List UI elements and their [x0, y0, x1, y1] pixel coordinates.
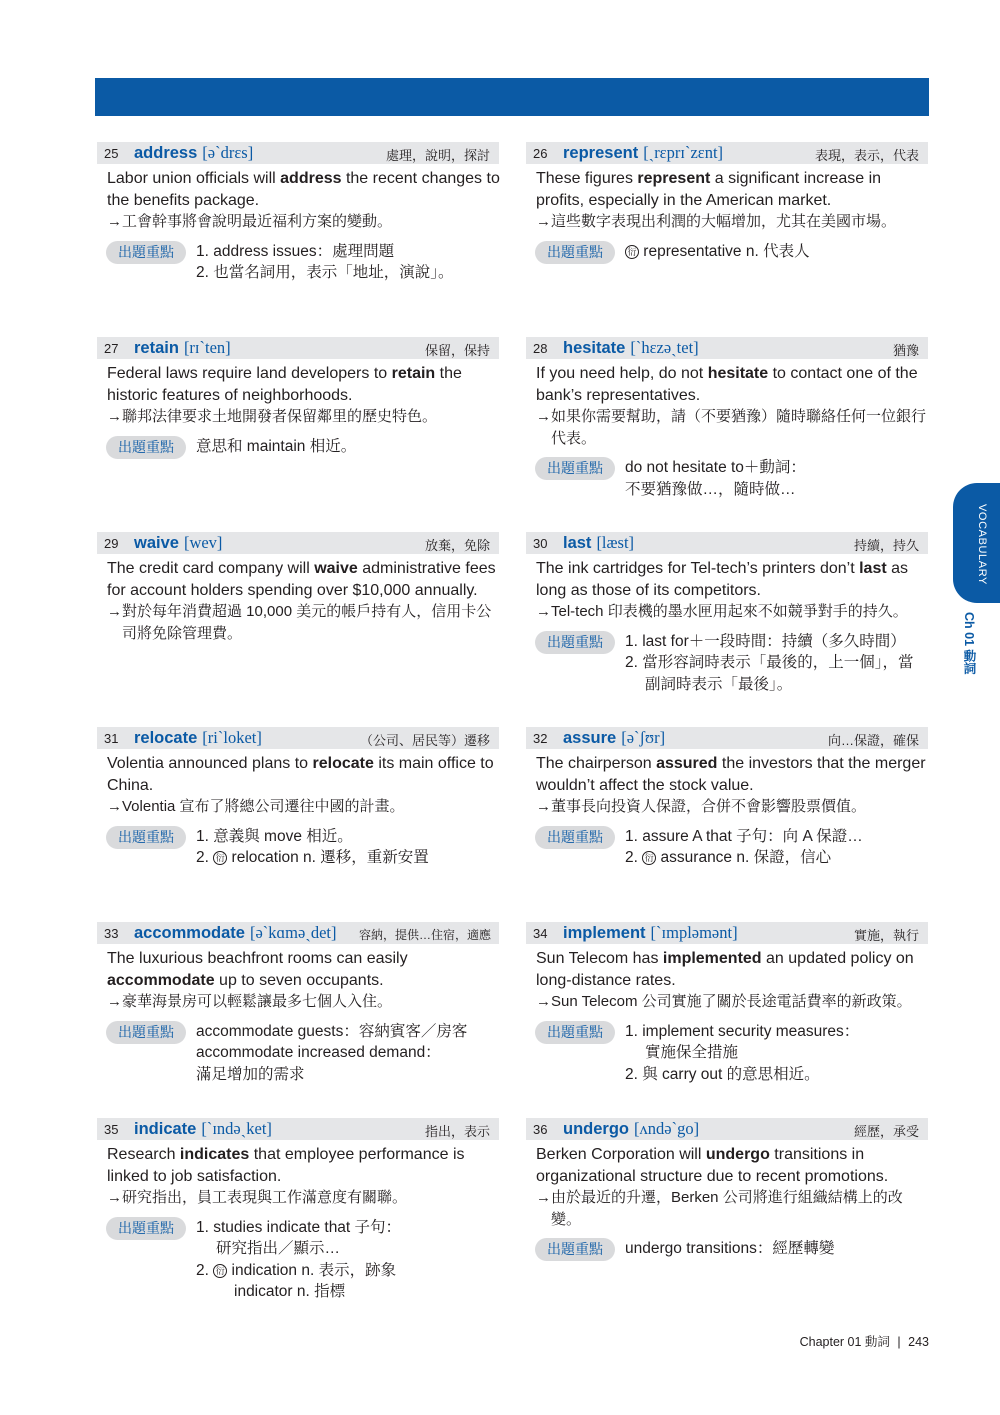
entry-pronunciation: [wev]: [183, 533, 223, 552]
exam-point: [535, 241, 928, 264]
exam-point-item: 1. address issues：處理問題: [196, 242, 395, 260]
entry-word: address: [134, 143, 198, 162]
exam-point-item: 1. implement security measures：: [625, 1022, 860, 1040]
entry-gloss: 經歷，承受: [853, 1124, 919, 1139]
exam-point-item: 副詞時表示「最後」。: [645, 675, 793, 693]
entry-word: last: [563, 533, 592, 552]
translation: → 聯邦法律要求土地開發者保留鄰里的歷史特色。: [107, 406, 502, 428]
translation: → 這些數字表現出利潤的大幅增加，尤其在美國市場。: [536, 211, 931, 233]
entry-pronunciation: [ˋɪmpləmənt]: [650, 923, 738, 942]
arrow-icon: →: [107, 798, 122, 815]
footer-separator: |: [897, 1335, 901, 1349]
entry-word: implement: [563, 923, 646, 942]
entry-header: [97, 727, 499, 749]
arrow-icon: →: [536, 798, 551, 815]
translation: → Volentia 宣布了將總公司遷往中國的計畫。: [107, 796, 502, 818]
header-bar: [95, 78, 929, 116]
arrow-icon: →: [107, 408, 122, 425]
exam-point: [106, 436, 499, 459]
vocab-entry-retain: [97, 337, 499, 522]
example-sentence: Labor union officials will address the recent changes to the benefits package.: [107, 170, 500, 209]
exam-point: [535, 1021, 928, 1086]
exam-point: [106, 1021, 499, 1086]
exam-point-badge: 出題重點: [535, 1021, 615, 1044]
entry-pronunciation: [ʌndəˋgo]: [634, 1119, 700, 1138]
entry-number: 26: [533, 145, 548, 161]
exam-point-badge: 出題重點: [535, 241, 615, 264]
entry-header: [97, 142, 499, 164]
example-sentence: If you need help, do not hesitate to contact one of the bank’s representatives.: [536, 365, 918, 404]
entry-header: [97, 532, 499, 554]
exam-point-badge: 出題重點: [106, 1021, 186, 1044]
translation: → Sun Telecom 公司實施了關於長途電話費率的新政策。: [536, 991, 931, 1013]
entry-pronunciation: [riˋloket]: [202, 728, 262, 747]
vocab-entry-waive: [97, 532, 499, 717]
derivative-icon: 衍: [213, 851, 227, 865]
entry-gloss: 持續，持久: [853, 538, 919, 553]
entry-gloss: 指出，表示: [424, 1124, 490, 1139]
exam-point-item: 2. 衍 assurance n. 保證，信心: [625, 849, 832, 866]
exam-point-item: 2. 也當名詞用，表示「地址，演說」。: [196, 264, 454, 281]
entry-number: 27: [104, 340, 119, 356]
exam-point-item: 衍 representative n. 代表人: [625, 241, 810, 263]
example-sentence: Research indicates that employee performance is linked to job satisfaction.: [107, 1146, 465, 1185]
example-sentence: Sun Telecom has implemented an updated policy on long-distance rates.: [536, 950, 914, 989]
vocab-entry-indicate: [97, 1118, 499, 1303]
exam-point-item: 研究指出／顯示…: [216, 1240, 341, 1257]
footer-chapter: Chapter 01 動詞: [799, 1335, 890, 1349]
vocab-entry-hesitate: [526, 337, 928, 522]
entry-gloss: 容納，提供…住宿，適應: [358, 928, 491, 942]
exam-point-item: 1. studies indicate that 子句：: [196, 1218, 402, 1236]
entry-header: [526, 727, 928, 749]
vocab-entry-undergo: [526, 1118, 928, 1303]
entry-pronunciation: [əˋkɑməˏdet]: [249, 923, 337, 942]
exam-point: [535, 1238, 928, 1261]
exam-point-badge: 出題重點: [106, 241, 186, 264]
exam-point-item: indicator n. 指標: [234, 1283, 346, 1300]
example-sentence: The chairperson assured the investors that the merger wouldn’t affect the stock value.: [536, 755, 926, 794]
entry-gloss: 表現，表示，代表: [814, 148, 919, 163]
entry-word: accommodate: [134, 923, 245, 942]
entry-number: 35: [104, 1121, 119, 1137]
entry-word: hesitate: [563, 338, 626, 357]
entry-header: [526, 142, 928, 164]
exam-point-badge: 出題重點: [106, 826, 186, 849]
entry-number: 36: [533, 1121, 548, 1137]
exam-point-badge: 出題重點: [535, 1238, 615, 1261]
exam-point-badge: 出題重點: [106, 436, 186, 459]
arrow-icon: →: [536, 213, 551, 230]
entry-header: [97, 337, 499, 359]
entry-word: waive: [134, 533, 179, 552]
translation: → 如果你需要幫助，請（不要猶豫）隨時聯絡任何一位銀行代表。: [536, 406, 931, 449]
vocab-entry-implement: [526, 922, 928, 1107]
exam-point-item: 1. assure A that 子句：向 A 保證…: [625, 827, 863, 845]
exam-point-item: undergo transitions：經歷轉變: [625, 1240, 835, 1257]
example-sentence: These figures represent a significant increase in profits, especially in the American market.: [536, 170, 882, 209]
arrow-icon: →: [536, 993, 551, 1010]
translation: → Tel-tech 印表機的墨水匣用起來不如競爭對手的持久。: [536, 601, 931, 623]
arrow-icon: →: [107, 213, 122, 230]
vocab-entry-represent: [526, 142, 928, 327]
entry-word: indicate: [134, 1119, 197, 1138]
example-sentence: Volentia announced plans to relocate its main office to China.: [107, 755, 494, 794]
translation: → 工會幹事將會說明最近福利方案的變動。: [107, 211, 502, 233]
exam-point-item: 滿足增加的需求: [196, 1065, 305, 1083]
side-chapter-label: Ch 01 動詞: [962, 612, 976, 675]
exam-point-item: do not hesitate to＋動詞：: [625, 459, 806, 476]
example-sentence: The luxurious beachfront rooms can easily accommodate up to seven occupants.: [107, 950, 408, 989]
derivative-icon: 衍: [642, 851, 656, 865]
page-footer: [800, 1332, 929, 1350]
entry-pronunciation: [ˋɪndəˏket]: [201, 1119, 272, 1138]
entry-header: [526, 922, 928, 944]
exam-point-item: 1. last for＋一段時間：持續（多久時間）: [625, 632, 906, 650]
exam-point-item: 實施保全措施: [645, 1044, 739, 1061]
entry-pronunciation: [rɪˋten]: [183, 338, 231, 357]
derivative-icon: 衍: [625, 245, 639, 259]
entry-header: [526, 1118, 928, 1140]
entry-gloss: 向…保證，確保: [827, 733, 919, 748]
exam-point-badge: 出題重點: [535, 457, 615, 480]
example-sentence: Berken Corporation will undergo transitions in organizational structure due to recent promotions.: [536, 1146, 889, 1185]
entry-pronunciation: [əˋʃʊr]: [621, 728, 666, 747]
exam-point-item: 1. 意義與 move 相近。: [196, 827, 353, 845]
entry-number: 34: [533, 925, 548, 941]
exam-point-badge: 出題重點: [106, 1217, 186, 1240]
exam-point-item: accommodate increased demand：: [196, 1044, 441, 1061]
entry-pronunciation: [ˋhɛzəˏtet]: [630, 338, 699, 357]
arrow-icon: →: [536, 603, 551, 620]
vocab-entry-accommodate: [97, 922, 499, 1107]
entry-word: retain: [134, 338, 179, 357]
example-sentence: Federal laws require land developers to retain the historic features of neighborhoods.: [107, 365, 462, 404]
arrow-icon: →: [536, 408, 551, 425]
exam-point-item: 2. 衍 relocation n. 遷移，重新安置: [196, 849, 429, 866]
arrow-icon: →: [107, 1189, 122, 1206]
side-tab-label: VOCABULARY: [976, 504, 988, 585]
exam-point-badge: 出題重點: [535, 631, 615, 654]
exam-point: [106, 241, 499, 284]
vocab-entry-address: [97, 142, 499, 327]
entry-gloss: 保留，保持: [424, 343, 490, 358]
entry-number: 29: [104, 535, 119, 551]
entry-number: 28: [533, 340, 548, 356]
vocab-entry-last: [526, 532, 928, 717]
vocab-entry-assure: [526, 727, 928, 912]
example-sentence: The ink cartridges for Tel-tech’s printers don’t last as long as those of its competitors.: [536, 560, 909, 599]
derivative-icon: 衍: [213, 1264, 227, 1278]
exam-point-item: 2. 與 carry out 的意思相近。: [625, 1065, 820, 1083]
entry-header: [526, 337, 928, 359]
entry-header: [97, 1118, 499, 1140]
entry-word: represent: [563, 143, 639, 162]
entry-number: 25: [104, 145, 119, 161]
entry-gloss: 實施，執行: [853, 928, 919, 943]
exam-point-badge: 出題重點: [535, 826, 615, 849]
exam-point: [535, 826, 928, 869]
entry-word: assure: [563, 728, 617, 747]
arrow-icon: →: [107, 603, 122, 620]
entry-gloss: （公司、居民等）遷移: [359, 733, 490, 748]
exam-point-item: 2. 當形容詞時表示「最後的，上一個」，當: [625, 654, 914, 671]
exam-point-item: 不要猶豫做…，隨時做…: [625, 480, 796, 498]
translation: → 對於每年消費超過 10,000 美元的帳戶持有人，信用卡公司將免除管理費。: [107, 601, 502, 644]
entry-number: 30: [533, 535, 548, 551]
translation: → 由於最近的升遷，Berken 公司將進行組織結構上的改變。: [536, 1187, 931, 1230]
translation: → 董事長向投資人保證，合併不會影響股票價值。: [536, 796, 931, 818]
exam-point-item: accommodate guests：容納賓客／房客: [196, 1022, 468, 1040]
entry-number: 33: [104, 925, 119, 941]
entry-pronunciation: [læst]: [596, 533, 635, 552]
vocab-entry-relocate: [97, 727, 499, 912]
exam-point: [106, 826, 499, 869]
exam-point: [535, 457, 928, 500]
entry-pronunciation: [ˏrɛprɪˋzɛnt]: [643, 143, 724, 162]
exam-point: [106, 1217, 499, 1303]
entry-word: undergo: [563, 1119, 629, 1138]
entry-number: 31: [104, 730, 119, 746]
entry-word: relocate: [134, 728, 198, 747]
example-sentence: The credit card company will waive administrative fees for account holders spending over $10,000 annually.: [107, 560, 496, 599]
entry-number: 32: [533, 730, 548, 746]
page-number: 243: [908, 1335, 929, 1349]
arrow-icon: →: [107, 993, 122, 1010]
entry-gloss: 猶豫: [892, 343, 919, 358]
arrow-icon: →: [536, 1189, 551, 1206]
exam-point-item: 意思和 maintain 相近。: [196, 437, 357, 455]
translation: → 豪華海景房可以輕鬆讓最多七個人入住。: [107, 991, 502, 1013]
translation: → 研究指出，員工表現與工作滿意度有關聯。: [107, 1187, 502, 1209]
exam-point: [535, 631, 928, 696]
entry-pronunciation: [əˋdrɛs]: [202, 143, 254, 162]
entry-header: [97, 922, 499, 944]
entry-header: [526, 532, 928, 554]
entry-gloss: 放棄，免除: [424, 538, 490, 553]
entry-gloss: 處理，說明，探討: [385, 148, 490, 163]
exam-point-item: 2. 衍 indication n. 表示，跡象: [196, 1261, 397, 1279]
